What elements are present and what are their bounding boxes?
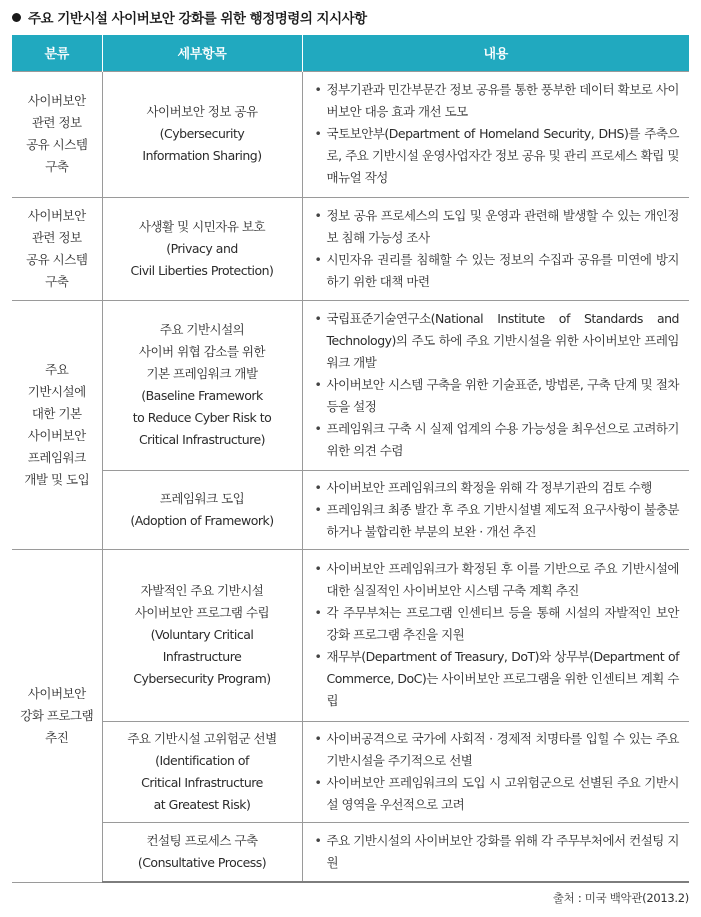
table-row <box>12 822 689 882</box>
content-cell <box>302 71 689 197</box>
list-item: • 프레임워크 구축 시 실제 업계의 수용 가능성을 최우선으로 고려하기 위한 의견 수렴 <box>313 418 680 462</box>
list-item: • 사이버보안 프레임워크의 도입 시 고위험군으로 선별된 주요 기반시설 영역을 우선적으로 고려 <box>313 772 680 816</box>
header-category: 분류 <box>12 35 102 71</box>
source-note: 출처 : 미국 백악관(2013.2) <box>552 891 689 905</box>
content-cell <box>302 822 689 882</box>
list-item: • 재무부(Department of Treasury, DoT)와 상무부(Department of Commerce, DoC)는 사이버보안 프로그램을 위한 인센티브 계획 수립 <box>313 646 680 712</box>
list-item: • 프레임워크 최종 발간 후 주요 기반시설별 제도적 요구사항이 불충분하거나 불합리한 부분의 보완 · 개선 추진 <box>313 499 680 543</box>
list-item: • 사이버보안 시스템 구축을 위한 기술표준, 방법론, 구축 단계 및 절차 등을 설정 <box>313 374 680 418</box>
content-cell <box>302 470 689 549</box>
table-title: 주요 기반시설 사이버보안 강화를 위한 행정명령의 지시사항 <box>28 11 367 27</box>
list-item: • 각 주무부처는 프로그램 인센티브 등을 통해 시설의 자발적인 보안 강화 프로그램 추진을 지원 <box>313 602 680 646</box>
content-cell <box>302 721 689 822</box>
subitem-cell: 프레임워크 도입 (Adoption of Framework) <box>102 470 302 549</box>
subitem-cell: 자발적인 주요 기반시설 사이버보안 프로그램 수립 (Voluntary Critical Infrastructure Cybersecurity Program) <box>102 549 302 721</box>
table-row <box>12 71 689 197</box>
list-item: • 국립표준기술연구소(National Institute of Standards and Technology)의 주도 하에 주요 기반시설을 위한 사이버보안 프레임워크 개발 <box>313 308 680 374</box>
content-cell <box>302 549 689 721</box>
header-row <box>12 35 689 71</box>
category-cell: 사이버보안 관련 정보 공유 시스템 구축 <box>12 71 102 197</box>
title-row <box>12 6 367 28</box>
list-item: • 사이버공격으로 국가에 사회적 · 경제적 치명타를 입힐 수 있는 주요 기반시설을 주기적으로 선별 <box>313 728 680 772</box>
table-row <box>12 549 689 721</box>
content-cell <box>302 300 689 470</box>
list-item: • 사이버보안 프레임워크의 확정을 위해 각 정부기관의 검토 수행 <box>313 477 680 499</box>
header-content: 내용 <box>302 35 689 71</box>
title-bullet-icon <box>12 13 21 22</box>
directive-table <box>12 35 689 883</box>
table-row <box>12 721 689 822</box>
content-cell <box>302 197 689 300</box>
subitem-cell: 사이버보안 정보 공유 (Cybersecurity Information Sharing) <box>102 71 302 197</box>
category-cell: 사이버보안 강화 프로그램 추진 <box>12 549 102 882</box>
subitem-cell: 컨설팅 프로세스 구축 (Consultative Process) <box>102 822 302 882</box>
list-item: • 주요 기반시설의 사이버보안 강화를 위해 각 주무부처에서 컨설팅 지원 <box>313 830 680 874</box>
subitem-cell: 주요 기반시설 고위험군 선별 (Identification of Critical Infrastructure at Greatest Risk) <box>102 721 302 822</box>
table-row <box>12 197 689 300</box>
table-row <box>12 470 689 549</box>
header-subitem: 세부항목 <box>102 35 302 71</box>
subitem-cell: 사생활 및 시민자유 보호 (Privacy and Civil Liberties Protection) <box>102 197 302 300</box>
list-item: • 국토보안부(Department of Homeland Security, DHS)를 주축으로, 주요 기반시설 운영사업자간 정보 공유 및 관리 프로세스 확립 및 매뉴얼 작성 <box>313 123 680 189</box>
list-item: • 정부기관과 민간부문간 정보 공유를 통한 풍부한 데이터 확보로 사이버보안 대응 효과 개선 도모 <box>313 79 680 123</box>
subitem-cell: 주요 기반시설의 사이버 위협 감소를 위한 기본 프레임워크 개발 (Baseline Framework to Reduce Cyber Risk to Critical Infrastructure) <box>102 300 302 470</box>
table-row <box>12 300 689 470</box>
list-item: • 정보 공유 프로세스의 도입 및 운영과 관련해 발생할 수 있는 개인정보 침해 가능성 조사 <box>313 205 680 249</box>
list-item: • 사이버보안 프레임워크가 확정된 후 이를 기반으로 주요 기반시설에 대한 실질적인 사이버보안 시스템 구축 계획 추진 <box>313 558 680 602</box>
category-cell: 주요 기반시설에 대한 기본 사이버보안 프레임워크 개발 및 도입 <box>12 300 102 549</box>
list-item: • 시민자유 권리를 침해할 수 있는 정보의 수집과 공유를 미연에 방지하기 위한 대책 마련 <box>313 249 680 293</box>
category-cell: 사이버보안 관련 정보 공유 시스템 구축 <box>12 197 102 300</box>
